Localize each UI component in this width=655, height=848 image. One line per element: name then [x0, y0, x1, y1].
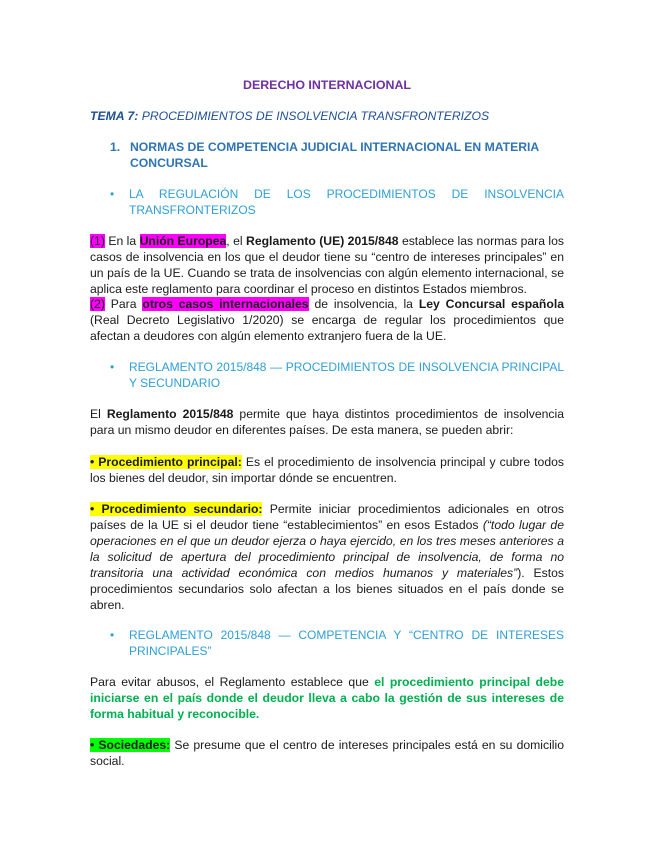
text: ). Estos procedimientos secundarios solo afectan a los bienes situados en el país donde se abren.	[90, 566, 565, 612]
text: establece las normas para los casos de insolvencia en los que el deudor tiene su “centro de intereses principales” en un país de la UE. Cuando se trata de insolvencias con algún elemento internacional, se aplica este reglamento para coordinar el proceso en distintos Estados miembros.	[90, 234, 565, 296]
paragraph-otros	[90, 296, 564, 344]
document-title: DERECHO INTERNACIONAL	[243, 78, 411, 92]
bullet-icon: •	[110, 628, 115, 642]
marker-1: (1)	[90, 234, 105, 248]
section-number: 1.	[110, 140, 121, 154]
section-heading	[110, 139, 550, 171]
section-title: NORMAS DE COMPETENCIA JUDICIAL INTERNACIONAL EN MATERIA CONCURSAL	[130, 140, 539, 170]
highlight-otros-casos: otros casos internacionales	[142, 297, 309, 311]
subheading-text: LA REGULACIÓN DE LOS PROCEDIMIENTOS DE INSOLVENCIA TRANSFRONTERIZOS	[129, 187, 564, 217]
marker-2: (2)	[90, 297, 105, 311]
highlight-sociedades: • Sociedades:	[90, 738, 171, 752]
highlight-union-europea: Unión Europea	[139, 234, 227, 248]
topic-number: TEMA 7:	[90, 109, 139, 123]
subheading-text: REGLAMENTO 2015/848 — PROCEDIMIENTOS DE INSOLVENCIA PRINCIPAL Y SECUNDARIO	[129, 360, 564, 390]
text: En la	[104, 234, 140, 248]
text: (Real Decreto Legislativo 1/2020) se encarga de regular los procedimientos que afectan a deudores con algún elemento extranjero fuera de la UE.	[90, 313, 564, 343]
subheading-principal-secundario	[110, 359, 564, 391]
bold-reglamento: Reglamento 2015/848	[106, 407, 234, 421]
green-emphasis: el procedimiento principal debe iniciarse en el país donde el deudor lleva a cabo la gestión de sus intereses de forma habitual y reconocible.	[90, 675, 564, 721]
highlight-procedimiento-secundario: • Procedimiento secundario:	[90, 502, 263, 516]
text: Para evitar abusos, el Reglamento establece que	[90, 675, 375, 689]
bullet-icon: •	[110, 360, 115, 374]
text: de insolvencia, la	[308, 297, 419, 311]
subheading-regulacion	[110, 186, 564, 218]
text: El	[90, 407, 107, 421]
italic-definition: (“todo lugar de operaciones en el que un deudor ejerza o haya ejercido, en los tres meses anteriores a la solicitud de apertura del procedimiento principal de insolvencia, de forma no transitoria una actividad económica con medios humanos y materiales”	[90, 518, 564, 580]
text: Se presume que el centro de intereses principales está en su domicilio social.	[90, 738, 564, 768]
highlight-procedimiento-principal: • Procedimiento principal:	[90, 455, 242, 469]
subheading-text: REGLAMENTO 2015/848 — COMPETENCIA Y “CENTRO DE INTERESES PRINCIPALES”	[129, 628, 564, 658]
paragraph-sociedades	[90, 737, 564, 769]
text: , el	[226, 234, 247, 248]
text: Para	[104, 297, 143, 311]
paragraph-reglamento	[90, 406, 564, 438]
paragraph-abusos	[90, 674, 564, 722]
topic-heading	[90, 108, 489, 124]
bold-ley-concursal: Ley Concursal española	[418, 297, 564, 311]
topic-title: PROCEDIMIENTOS DE INSOLVENCIA TRANSFRONTERIZOS	[138, 109, 490, 123]
text: Permite iniciar procedimientos adicionales en otros países de la UE si el deudor tiene “establecimientos” en esos Estados	[90, 502, 564, 532]
bullet-icon: •	[110, 187, 115, 201]
paragraph-principal	[90, 454, 564, 486]
text: Es el procedimiento de insolvencia principal y cubre todos los bienes del deudor, sin importar dónde se encuentren.	[90, 455, 564, 485]
bold-reglamento: Reglamento (UE) 2015/848	[246, 234, 399, 248]
paragraph-secundario	[90, 501, 564, 613]
subheading-competencia	[110, 627, 564, 659]
paragraph-ue	[90, 233, 564, 297]
text: permite que haya distintos procedimientos de insolvencia para un mismo deudor en diferentes países. De esta manera, se pueden abrir:	[90, 407, 564, 437]
